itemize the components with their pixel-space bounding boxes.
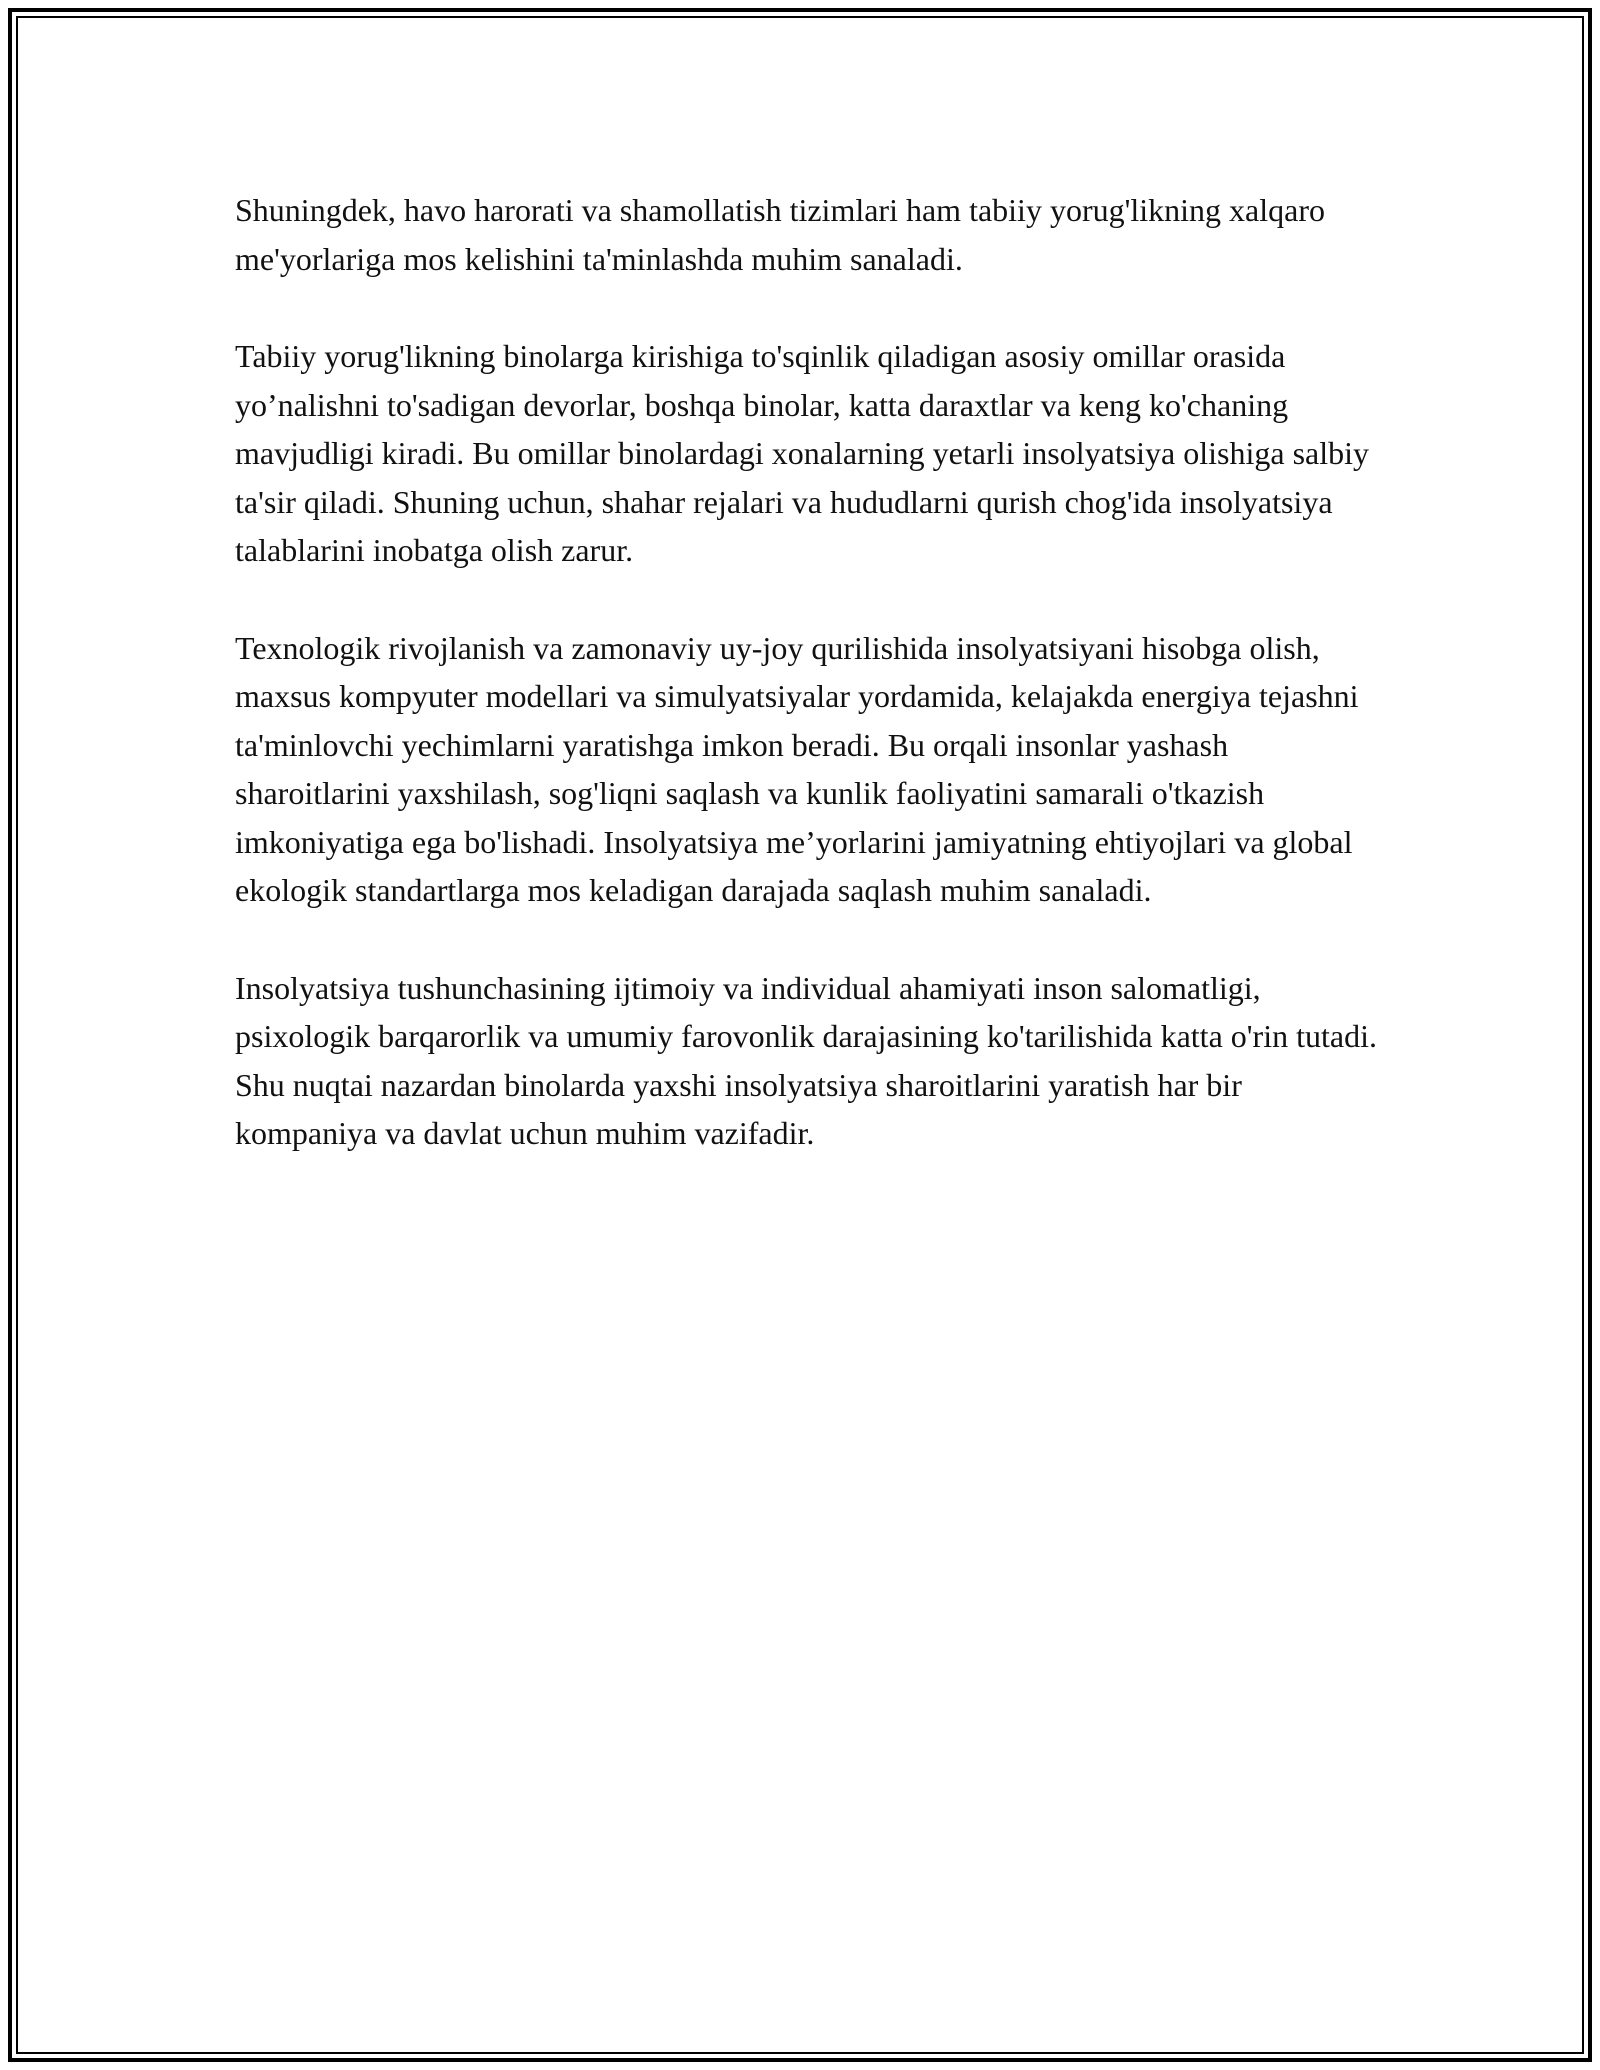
paragraph-3: Texnologik rivojlanish va zamonaviy uy-joy qurilishida insolyatsiyani hisobga olish, maxsus kompyuter modellari va simulyatsiyalar yordamida, kelajakda energiya tejashni ta'minlovchi yechimlarni yaratishga imkon beradi. Bu orqali insonlar yashash sharoitlarini yaxshilash, sog'liqni saqlash va kunlik faoliyatini samarali o'tkazish imkoniyatiga ega bo'lishadi. Insolyatsiya me’yorlarini jamiyatning ehtiyojlari va global ekologik standartlarga mos keladigan darajada saqlash muhim sanaladi. — [235, 629, 1359, 908]
paragraph-1: Shuningdek, havo harorati va shamollatish tizimlari ham tabiiy yorug'likning xalqaro me'yorlariga mos kelishini ta'minlashda muhim sanaladi. — [235, 192, 1325, 277]
paragraph-4: Insolyatsiya tushunchasining ijtimoiy va individual ahamiyati inson salomatligi, psixologik barqarorlik va umumiy farovonlik darajasining ko'tarilishida katta o'rin tutadi. Shu nuqtai nazardan binolarda yaxshi insolyatsiya sharoitlarini yaratish har bir kompaniya va davlat uchun muhim vazifadir. — [235, 969, 1377, 1151]
document-body — [235, 186, 1385, 1207]
paragraph-2: Tabiiy yorug'likning binolarga kirishiga to'sqinlik qiladigan asosiy omillar orasida yo’nalishni to'sadigan devorlar, boshqa binolar, katta daraxtlar va keng ko'chaning mavjudligi kiradi. Bu omillar binolardagi xonalarning yetarli insolyatsiya olishiga salbiy ta'sir qiladi. Shuning uchun, shahar rejalari va hududlarni qurish chog'ida insolyatsiya talablarini inobatga olish zarur. — [235, 338, 1370, 568]
